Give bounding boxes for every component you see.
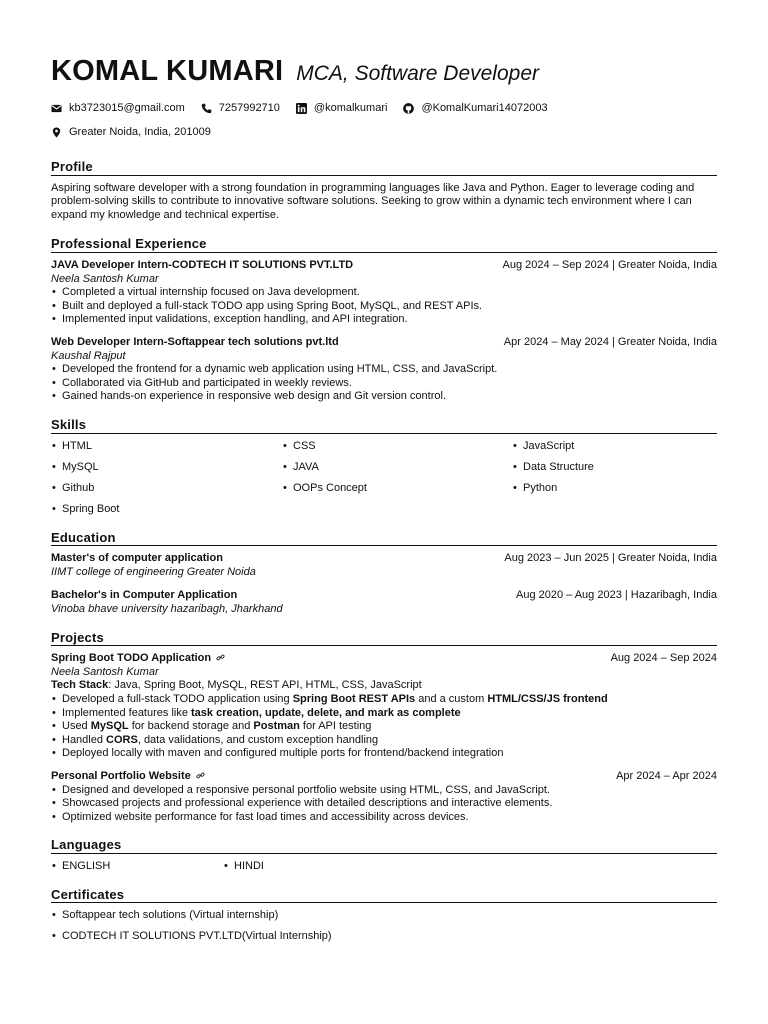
text-run: Implemented features like (62, 706, 192, 719)
project-entry (51, 652, 717, 761)
project-dates: Apr 2024 – Apr 2024 (616, 769, 717, 782)
job-role: Web Developer Intern-Softappear tech solutions pvt.ltd (51, 335, 339, 348)
github-text: @KomalKumari14072003 (421, 101, 548, 114)
section-heading: Profile (51, 160, 717, 176)
envelope-icon (51, 103, 62, 114)
contact-phone[interactable] (201, 102, 280, 116)
school-name: IIMT college of engineering Greater Noida (51, 565, 256, 578)
job-bullet: • Implemented input validations, exception handling, and API integration. (51, 313, 717, 327)
job-bullet: • Collaborated via GitHub and participated in weekly reviews. (51, 377, 717, 391)
project-name: Personal Portfolio Website (51, 769, 191, 782)
skill-item: • JAVA (282, 461, 512, 475)
project-dates: Aug 2024 – Sep 2024 (610, 652, 717, 665)
job-bullet: • Completed a virtual internship focused on Java development. (51, 286, 717, 300)
job-bullet: • Built and deployed a full-stack TODO app using Spring Boot, MySQL, and REST APIs. (51, 300, 717, 314)
education-entry (51, 552, 717, 579)
education-entry (51, 589, 717, 616)
text-run: for backend storage and (128, 720, 254, 733)
section-heading: Education (51, 531, 717, 547)
projects-section (51, 631, 717, 825)
education-section (51, 531, 717, 617)
languages-list (51, 860, 717, 874)
job-role: JAVA Developer Intern-CODTECH IT SOLUTIONS PVT.LTD (51, 258, 354, 271)
skill-item: • HTML (51, 440, 282, 454)
section-heading: Projects (51, 631, 717, 647)
text-run-bold: MySQL (90, 720, 129, 733)
email-text: kb3723015@gmail.com (69, 101, 185, 114)
phone-text: 7257992710 (218, 101, 280, 114)
skill-item: • Python (512, 482, 712, 496)
linkedin-icon (296, 103, 307, 114)
section-heading: Skills (51, 418, 717, 434)
skill-item: • MySQL (51, 461, 282, 475)
text-run: Developed a full-stack TODO application using (62, 693, 293, 705)
languages-section (51, 838, 717, 873)
job-meta: Aug 2024 – Sep 2024 | Greater Noida, India (502, 258, 717, 271)
text-run: and a custom (415, 693, 488, 705)
certificates-list (51, 909, 717, 944)
project-name: Spring Boot TODO Application (51, 652, 212, 665)
certificate-item: • Softappear tech solutions (Virtual internship) (51, 909, 717, 923)
degree-meta: Aug 2023 – Jun 2025 | Greater Noida, India (504, 552, 717, 565)
text-run-bold: Postman (253, 720, 300, 733)
resume-header (51, 0, 717, 140)
school-name: Vinoba bhave university hazaribagh, Jharkhand (51, 603, 283, 616)
candidate-title: MCA, Software Developer (296, 62, 539, 85)
section-heading: Languages (51, 838, 717, 854)
text-run-bold: CORS (106, 733, 138, 746)
contact-email[interactable] (51, 102, 185, 116)
text-run-bold: task creation, update, delete, and mark as complete (191, 706, 461, 719)
job-bullet: • Gained hands-on experience in responsive web design and Git version control. (51, 390, 717, 404)
linkedin-text: @komalkumari (313, 101, 388, 114)
certificate-item: • CODTECH IT SOLUTIONS PVT.LTD(Virtual Internship) (51, 930, 717, 944)
job-bullet: • Developed the frontend for a dynamic web application using HTML, CSS, and JavaScript. (51, 363, 717, 377)
text-run-bold: HTML/CSS/JS frontend (487, 693, 608, 705)
experience-entry (51, 336, 717, 404)
experience-section (51, 237, 717, 404)
contact-github[interactable] (403, 102, 547, 116)
project-bullet: • Optimized website performance for fast load times and accessibility across devices. (51, 811, 717, 825)
job-supervisor: Kaushal Rajput (51, 349, 126, 362)
candidate-name: KOMAL KUMARI (51, 55, 284, 87)
text-run-bold: Spring Boot REST APIs (292, 693, 416, 705)
job-supervisor: Neela Santosh Kumar (51, 272, 159, 285)
degree-name: Master's of computer application (51, 552, 223, 565)
profile-text: Aspiring software developer with a strong foundation in programming languages like Java and Python. Eager to leverage coding and problem-solving skills to contribute to innovative software solutions. Seeking to grow within a dynamic tech environment where I can expand my knowledge and technical expertise. (51, 181, 695, 221)
link-icon[interactable] (196, 771, 205, 780)
language-item: • ENGLISH (51, 860, 223, 874)
project-bullet: • Deployed locally with maven and configured multiple ports for frontend/backend integration (51, 747, 717, 761)
project-bullet (51, 734, 717, 748)
project-supervisor: Neela Santosh Kumar (51, 665, 159, 678)
text-run: Used (62, 720, 91, 733)
project-bullet: • Designed and developed a responsive personal portfolio website using HTML, CSS, and JavaScript. (51, 784, 717, 798)
phone-icon (201, 103, 212, 114)
skill-item: • Github (51, 482, 282, 496)
location-text: Greater Noida, India, 201009 (69, 125, 211, 138)
profile-section (51, 160, 717, 222)
tech-stack (51, 679, 717, 693)
project-bullet (51, 707, 717, 721)
section-heading: Certificates (51, 888, 717, 904)
contact-row (51, 101, 717, 116)
project-bullet (51, 720, 717, 734)
skill-item: • Data Structure (512, 461, 712, 475)
map-pin-icon (51, 127, 62, 138)
project-title[interactable] (51, 770, 205, 784)
skill-item: • Spring Boot (51, 503, 282, 517)
project-bullet: • Showcased projects and professional experience with detailed descriptions and interactive elements. (51, 797, 717, 811)
text-run: for API testing (299, 720, 372, 733)
contact-location (51, 126, 211, 140)
project-bullet (51, 693, 717, 707)
degree-meta: Aug 2020 – Aug 2023 | Hazaribagh, India (515, 589, 717, 602)
skills-section (51, 418, 717, 517)
tech-stack-value: : Java, Spring Boot, MySQL, REST API, HTML, CSS, JavaScript (108, 679, 422, 692)
tech-stack-label: Tech Stack (51, 679, 109, 692)
project-title[interactable] (51, 652, 225, 666)
language-item: • HINDI (223, 860, 423, 874)
skill-item: • JavaScript (512, 440, 712, 454)
location-row (51, 125, 717, 140)
skill-item: • OOPs Concept (282, 482, 512, 496)
text-run: Handled (62, 733, 107, 746)
certificates-section (51, 888, 717, 944)
project-entry (51, 770, 717, 824)
job-meta: Apr 2024 – May 2024 | Greater Noida, India (503, 335, 717, 348)
section-heading: Professional Experience (51, 237, 717, 253)
degree-name: Bachelor's in Computer Application (51, 589, 238, 602)
skills-list (51, 440, 717, 517)
skill-item: • CSS (282, 440, 512, 454)
text-run: , data validations, and custom exception handling (137, 733, 379, 746)
contact-linkedin[interactable] (296, 102, 388, 116)
link-icon[interactable] (216, 653, 225, 662)
github-icon (403, 103, 414, 114)
experience-entry (51, 259, 717, 327)
